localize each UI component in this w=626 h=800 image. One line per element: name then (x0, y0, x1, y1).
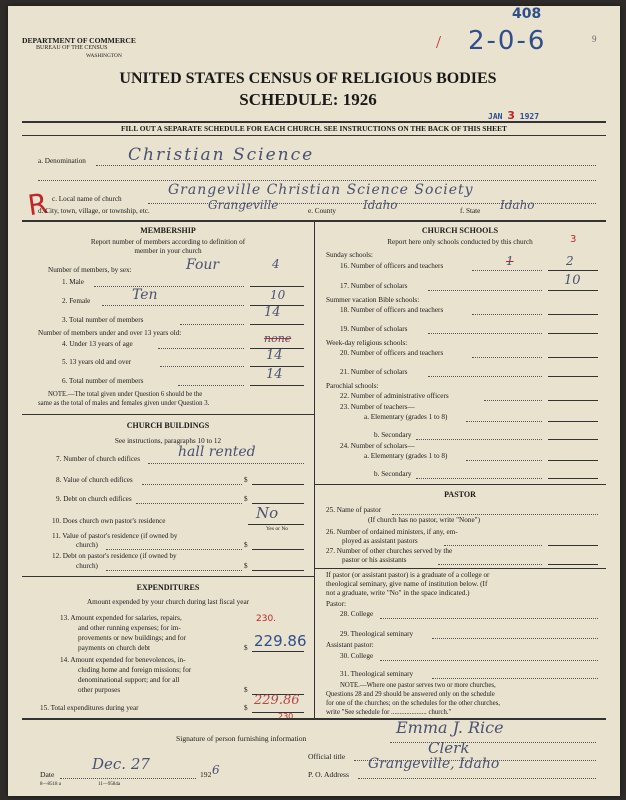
membership-note-2: same as the total of males and females given under Question 3. (38, 400, 210, 407)
over13-value: 14 (266, 348, 283, 363)
column-divider-lower (314, 674, 315, 718)
under13-line (158, 348, 244, 349)
membership-intro-1: Report number of members according to definition of (90, 238, 246, 246)
q23b-answer-line (548, 439, 598, 440)
pastor-rule (314, 484, 606, 485)
q14-dollar: $ (244, 686, 248, 694)
local-name-label: c. Local name of church (52, 195, 122, 203)
q9-line (136, 503, 242, 504)
q12-dollar: $ (244, 562, 248, 570)
q7-value: hall rented (178, 444, 256, 460)
signature-label: Signature of person furnishing information (176, 734, 307, 743)
department-label: DEPARTMENT OF COMMERCE (22, 36, 136, 45)
q13-label-1: 13. Amount expended for salaries, repairs, (60, 614, 182, 622)
q9-label: 9. Debt on church edifices (56, 495, 132, 503)
schools-heading: CHURCH SCHOOLS (421, 226, 499, 235)
q12-answer-line (252, 570, 304, 571)
q11-label-2: church) (76, 541, 98, 549)
q15-value: 229.86 (254, 693, 300, 708)
q24b-answer-line (548, 478, 598, 479)
q24-secondary-label: b. Secondary (374, 470, 412, 478)
q21-answer-line (548, 376, 598, 377)
q9-dollar: $ (244, 495, 248, 503)
q22-answer-line (548, 400, 598, 401)
q16-answer-line (548, 270, 598, 271)
q25-note: (If church has no pastor, write "None") (368, 516, 480, 524)
q29-line (432, 638, 598, 639)
q26-label-2: ployed as assistant pastors (342, 537, 418, 545)
q13-dollar: $ (244, 644, 248, 652)
schools-intro: Report here only schools conducted by this church (387, 238, 533, 246)
q12-line (106, 570, 242, 571)
q21-label: 21. Number of scholars (340, 368, 408, 376)
q14-label-3: denominational support; and for all (78, 676, 180, 684)
city-value: Grangeville (208, 198, 279, 212)
q22-label: 22. Number of administrative officers (340, 392, 449, 400)
official-title-value: Clerk (428, 739, 470, 757)
q25-line (392, 514, 598, 515)
membership-heading: MEMBERSHIP (140, 226, 196, 235)
q25-label: 25. Name of pastor (326, 506, 382, 514)
total-members-3-value: 14 (264, 305, 281, 320)
pastor-heading: PASTOR (444, 490, 476, 499)
q16-corrected-value: 2 (566, 254, 574, 268)
footer-rule (22, 718, 606, 720)
q24-elementary-label: a. Elementary (grades 1 to 8) (364, 452, 448, 460)
by-sex-value: Four (186, 257, 220, 273)
under-over-label: Number of members under and over 13 years old: (38, 329, 182, 337)
q10-value: No (256, 504, 279, 522)
q8-line (142, 484, 242, 485)
schools-red-mark: 3 (570, 234, 577, 245)
state-label: f. State (460, 207, 481, 215)
q17-value: 10 (564, 273, 581, 288)
q27-label-1: 27. Number of other churches served by the (326, 547, 453, 555)
q18-answer-line (548, 314, 598, 315)
denomination-label: a. Denomination (38, 157, 86, 165)
q29-label: 29. Theological seminary (340, 630, 414, 638)
expenditures-intro: Amount expended by your church during last fiscal year (86, 598, 250, 606)
q27-line (438, 564, 542, 565)
expenditures-heading: EXPENDITURES (136, 583, 200, 592)
q8-dollar: $ (244, 476, 248, 484)
yes-no-hint: Yes or No (266, 526, 289, 532)
bureau-label: BUREAU OF THE CENSUS (36, 45, 108, 51)
denomination-value: Christian Science (128, 145, 315, 165)
q10-label: 10. Does church own pastor's residence (52, 517, 166, 525)
date-stamp-month: JAN (488, 112, 503, 121)
expenditures-rule (22, 576, 314, 577)
sunday-schools-label: Sunday schools: (326, 251, 373, 259)
address-value: Grangeville, Idaho (368, 756, 500, 772)
q13-label-2: and other running expenses; for im- (78, 624, 181, 632)
under13-label: 4. Under 13 years of age (62, 340, 133, 348)
instruction-rule (22, 135, 606, 136)
official-title-label: Official title (308, 752, 346, 761)
q24b-line (416, 478, 542, 479)
q12-label-1: 12. Debt on pastor's residence (if owned by (52, 552, 177, 560)
column-divider (314, 220, 315, 674)
parochial-schools-label: Parochial schools: (326, 382, 379, 390)
q10-answer-line (248, 524, 304, 525)
q19-label: 19. Number of scholars (340, 325, 408, 333)
instruction-line: FILL OUT A SEPARATE SCHEDULE FOR EACH CHURCH. SEE INSTRUCTIONS ON THE BACK OF THIS SHEET (121, 124, 507, 133)
year-digit: 6 (212, 763, 220, 777)
female-label: 2. Female (62, 297, 91, 305)
q7-label: 7. Number of church edifices (56, 455, 141, 463)
pastor-note-4: write "See schedule for ..................... church." (326, 709, 452, 716)
total-6-line (178, 385, 244, 386)
address-label: P. O. Address (308, 770, 349, 779)
county-value: Idaho (363, 198, 398, 212)
summer-schools-label: Summer vacation Bible schools: (326, 296, 420, 304)
by-sex-label: Number of members, by sex: (48, 266, 132, 274)
total-members-6-label: 6. Total number of members (62, 377, 144, 385)
red-check-mark: / (436, 32, 442, 52)
total-3-line (180, 324, 244, 325)
date-stamp-day: 3 (507, 109, 515, 122)
q23-secondary-label: b. Secondary (374, 431, 412, 439)
pastor-note-1: NOTE.—Where one pastor serves two or more churches, (340, 682, 496, 689)
q13-label-4: payments on church debt (78, 644, 151, 652)
q31-line (432, 678, 598, 679)
male-value-top: 4 (272, 257, 280, 271)
red-r-mark: R (25, 186, 50, 223)
q27-label-2: pastor or his assistants (342, 556, 407, 564)
signature-line (390, 742, 596, 743)
q19-line (428, 333, 542, 334)
female-line (102, 305, 244, 306)
buildings-heading: CHURCH BUILDINGS (126, 421, 210, 430)
state-value: Idaho (500, 198, 535, 212)
q22-line (484, 400, 542, 401)
q26-label-1: 26. Number of ordained ministers, if any, em- (326, 528, 458, 536)
q14-label-1: 14. Amount expended for benevolences, in- (60, 656, 186, 664)
date-value: Dec. 27 (92, 755, 150, 773)
q19-answer-line (548, 333, 598, 334)
q30-label: 30. College (340, 652, 374, 660)
pastor-subheading: Pastor: (326, 600, 346, 608)
county-label: e. County (308, 207, 336, 215)
q23-label: 23. Number of teachers— (340, 403, 415, 411)
q15-dollar: $ (244, 704, 248, 712)
q26-answer-line (548, 545, 598, 546)
q24-label: 24. Number of scholars— (340, 442, 415, 450)
q23a-line (466, 421, 542, 422)
q14-label-2: cluding home and foreign missions; for (78, 666, 192, 674)
q7-line (148, 463, 304, 464)
handwritten-code: 2-0-6 (468, 26, 547, 56)
header-rule (22, 121, 606, 123)
address-line (358, 778, 596, 779)
graduate-instruction-1: If pastor (or assistant pastor) is a graduate of a college or (326, 571, 490, 579)
male-label: 1. Male (62, 278, 84, 286)
q30-line (380, 660, 598, 661)
q17-label: 17. Number of scholars (340, 282, 408, 290)
q23b-line (416, 439, 542, 440)
form-title: UNITED STATES CENSUS OF RELIGIOUS BODIES (119, 70, 497, 87)
q16-value: 1 (506, 254, 514, 268)
membership-note-1: NOTE.—The total given under Question 6 should be the (48, 391, 203, 398)
graduate-instruction-2: theological seminary, give name of institution below. (If (326, 580, 488, 588)
buildings-intro: See instructions, paragraphs 10 to 12 (114, 437, 222, 445)
over13-label: 5. 13 years old and over (62, 358, 132, 366)
year-prefix: 192 (200, 770, 212, 779)
stamp-number: 408 (512, 6, 542, 22)
form-code-2: 11—9584a (98, 782, 121, 787)
male-line (94, 286, 244, 287)
q26-line (444, 545, 542, 546)
q23a-answer-line (548, 421, 598, 422)
q28-label: 28. College (340, 610, 374, 618)
q31-label: 31. Theological seminary (340, 670, 414, 678)
total-members-6-value: 14 (266, 367, 283, 382)
q11-answer-line (252, 549, 304, 550)
census-schedule-page (8, 6, 620, 796)
q15-red-value: 230. (278, 712, 296, 721)
q8-label: 8. Value of church edifices (56, 476, 133, 484)
q11-dollar: $ (244, 541, 248, 549)
q17-line (428, 290, 542, 291)
q16-label: 16. Number of officers and teachers (340, 262, 444, 270)
form-code-1: 8—8518 a (40, 782, 61, 787)
date-line (60, 778, 196, 779)
date-label: Date (40, 770, 55, 779)
q13-value: 229.86 (254, 632, 307, 650)
female-value: 10 (270, 288, 286, 302)
total-6-answer-line (250, 385, 304, 386)
q11-line (106, 549, 242, 550)
q17-answer-line (548, 290, 598, 291)
female-written: Ten (132, 287, 158, 303)
q20-line (472, 357, 542, 358)
signature-value: Emma J. Rice (396, 718, 504, 737)
q8-answer-line (252, 484, 304, 485)
weekday-schools-label: Week-day religious schools: (326, 339, 408, 347)
city-label: WASHINGTON (86, 53, 122, 59)
q21-line (428, 376, 542, 377)
q20-label: 20. Number of officers and teachers (340, 349, 444, 357)
schedule-title: SCHEDULE: 1926 (239, 90, 377, 109)
buildings-rule (22, 414, 314, 415)
date-stamp-year: 1927 (519, 112, 540, 121)
q16-line (472, 270, 542, 271)
q20-answer-line (548, 357, 598, 358)
male-answer-line (250, 286, 304, 287)
q12-label-2: church) (76, 562, 98, 570)
local-name-value: Grangeville Christian Science Society (168, 182, 474, 198)
graduate-rule (314, 568, 606, 569)
pastor-note-3: for one of the churches; on the schedules for the other churches, (326, 700, 501, 707)
under13-value: none (264, 332, 292, 345)
denomination-line (96, 165, 596, 166)
q23-elementary-label: a. Elementary (grades 1 to 8) (364, 413, 448, 421)
graduate-instruction-3: not a graduate, write "No" in the space indicated.) (326, 589, 470, 597)
q28-line (380, 618, 598, 619)
q14-label-4: other purposes (78, 686, 121, 694)
city-town-label: d. City, town, village, or township, etc. (38, 207, 150, 215)
q24a-line (466, 460, 542, 461)
q15-label: 15. Total expenditures during year (40, 704, 139, 712)
q13-label-3: provements or new buildings; and for (78, 634, 186, 642)
blank-line (38, 180, 596, 181)
total-members-3-label: 3. Total number of members (62, 316, 144, 324)
q24a-answer-line (548, 460, 598, 461)
q18-label: 18. Number of officers and teachers (340, 306, 444, 314)
assistant-pastor-subheading: Assistant pastor: (326, 641, 374, 649)
membership-intro-2: member in your church (134, 247, 202, 255)
q27-answer-line (548, 564, 598, 565)
q18-line (472, 314, 542, 315)
q13-answer-line (252, 651, 304, 652)
corner-mark: 9 (592, 34, 597, 44)
over13-line (160, 366, 244, 367)
total-3-answer-line (250, 324, 304, 325)
pastor-note-2: Questions 28 and 29 should be answered only on the schedule (326, 691, 495, 698)
q13-red-value: 230. (256, 614, 277, 624)
q11-label-1: 11. Value of pastor's residence (if owned by (52, 532, 178, 540)
